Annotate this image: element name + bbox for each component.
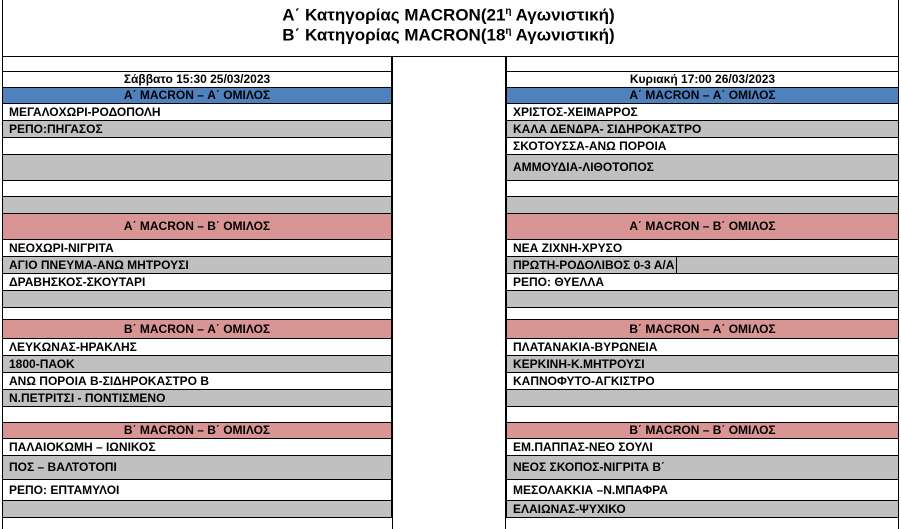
title-line-1-suffix: Αγωνιστική) — [511, 5, 615, 25]
left-row-text: ΠΟΣ – ΒΑΛΤΟΤΟΠΙ — [9, 460, 117, 474]
right-match-row — [506, 104, 899, 121]
right-row-text: ΠΛΑΤΑΝΑΚΙΑ-ΒΥΡΩΝΕΙΑ — [513, 340, 658, 354]
left-row-text: ΔΡΑΒΗΣΚΟΣ-ΣΚΟΥΤΑΡΙ — [9, 275, 146, 289]
right-row-text: Β΄ MACRON – Α΄ ΟΜΙΛΟΣ — [629, 322, 776, 336]
left-row-text: Α΄ MACRON – Α΄ ΟΜΙΛΟΣ — [123, 88, 271, 102]
right-row-text: ΑΜΜΟΥΔΙΑ-ΛΙΘΟΤΟΠΟΣ — [513, 160, 654, 174]
right-table-row — [506, 390, 899, 407]
left-table-row — [2, 308, 392, 320]
left-group-header — [2, 88, 392, 104]
title-line-1-prefix: Α΄ Κατηγορίας MACRON(21 — [282, 5, 506, 25]
right-group-header — [506, 320, 899, 339]
left-match-row — [2, 439, 392, 456]
title-line-2 — [0, 22, 897, 46]
middle-spacer-column — [392, 56, 506, 529]
left-row-text: 1800-ΠΑΟΚ — [9, 357, 75, 371]
left-match-row — [2, 257, 392, 274]
right-group-header — [506, 423, 899, 439]
left-row-text: Σάββατο 15:30 25/03/2023 — [123, 72, 271, 86]
right-date-header — [506, 72, 899, 88]
right-table-row — [506, 308, 899, 320]
title-line-2-prefix: Β΄ Κατηγορίας MACRON(18 — [282, 25, 506, 45]
right-group-header — [506, 214, 899, 240]
right-row-text: ΝΕΑ ΖΙΧΝΗ-ΧΡΥΣΟ — [513, 241, 623, 255]
left-row-text: ΛΕΥΚΩΝΑΣ-ΗΡΑΚΛΗΣ — [9, 340, 137, 354]
left-row-text: ΑΓΙΟ ΠΝΕΥΜΑ-ΑΝΩ ΜΗΤΡΟΥΣΙ — [9, 258, 189, 272]
right-match-row — [506, 439, 899, 456]
right-match-row — [506, 373, 899, 390]
right-table-row — [506, 291, 899, 308]
right-row-text: ΝΕΟΣ ΣΚΟΠΟΣ-ΝΙΓΡΙΤΑ Β΄ — [513, 460, 666, 474]
right-row-text: Β΄ MACRON – Β΄ ΟΜΙΛΟΣ — [629, 423, 776, 437]
left-row-text: ΝΕΟΧΩΡΙ-ΝΙΓΡΙΤΑ — [9, 241, 114, 255]
left-table-row — [2, 56, 392, 72]
left-match-row — [2, 456, 392, 480]
left-table-row — [2, 501, 392, 518]
left-row-text: Β΄ MACRON – Α΄ ΟΜΙΛΟΣ — [123, 322, 271, 336]
left-row-text: ΑΝΩ ΠΟΡΟΙΑ Β-ΣΙΔΗΡΟΚΑΣΤΡΟ Β — [9, 374, 209, 388]
left-row-text: Ν.ΠΕΤΡΙΤΣΙ - ΠΟΝΤΙΣΜΕΝΟ — [9, 391, 166, 405]
left-match-row — [2, 339, 392, 356]
right-row-text: ΕΜ.ΠΑΠΠΑΣ-ΝΕΟ ΣΟΥΛΙ — [513, 440, 653, 454]
right-match-row — [506, 480, 899, 501]
left-table-row — [2, 138, 392, 155]
right-match-row — [506, 274, 899, 291]
right-row-text: ΚΑΠΝΟΦΥΤΟ-ΑΓΚΙΣΤΡΟ — [513, 374, 655, 388]
title-line-2-sup: η — [505, 26, 512, 37]
right-row-text: ΡΕΠΟ: ΘΥΕΛΛΑ — [513, 275, 605, 289]
left-group-header — [2, 423, 392, 439]
right-match-row — [506, 121, 899, 138]
left-group-header — [2, 214, 392, 240]
left-row-text: ΜΕΓΑΛΟΧΩΡΙ-ΡΟΔΟΠΟΛΗ — [9, 105, 161, 119]
title-line-1-sup: η — [505, 6, 512, 17]
right-match-row — [506, 138, 899, 155]
right-row-text: Κυριακή 17:00 26/03/2023 — [629, 72, 776, 86]
saturday-schedule — [2, 56, 392, 518]
right-group-header — [506, 88, 899, 104]
right-match-row — [506, 240, 899, 257]
title-line-2-suffix: Αγωνιστική) — [511, 25, 615, 45]
right-table-row — [506, 407, 899, 423]
right-table-row — [506, 56, 899, 72]
right-row-text: Α΄ MACRON – Α΄ ΟΜΙΛΟΣ — [629, 88, 776, 102]
right-row-text: ΕΛΑΙΩΝΑΣ-ΨΥΧΙΚΟ — [513, 502, 626, 516]
right-row-text: ΜΕΣΟΛΑΚΚΙΑ –Ν.ΜΠΑΦΡΑ — [513, 483, 668, 497]
left-match-row — [2, 104, 392, 121]
right-match-row — [506, 155, 899, 181]
left-row-text: ΠΑΛΑΙΟΚΩΜΗ – ΙΩΝΙΚΟΣ — [9, 440, 156, 454]
right-match-row — [506, 257, 899, 274]
left-table-row — [2, 291, 392, 308]
left-match-row — [2, 390, 392, 407]
left-group-header — [2, 320, 392, 339]
left-table-row — [2, 197, 392, 214]
right-row-text: ΚΕΡΚΙΝΗ-Κ.ΜΗΤΡΟΥΣΙ — [513, 357, 645, 371]
right-table-row — [506, 197, 899, 214]
right-table-row — [506, 181, 899, 197]
right-row-text: ΣΚΟΤΟΥΣΣΑ-ΑΝΩ ΠΟΡΟΙΑ — [513, 139, 667, 153]
left-row-text: Β΄ MACRON – Β΄ ΟΜΙΛΟΣ — [123, 423, 271, 437]
left-match-row — [2, 373, 392, 390]
left-row-text: ΡΕΠΟ: ΕΠΤΑΜΥΛΟΙ — [9, 483, 120, 497]
left-date-header — [2, 72, 392, 88]
left-match-row — [2, 240, 392, 257]
right-match-row — [506, 456, 899, 480]
right-row-text: Α΄ MACRON – Β΄ ΟΜΙΛΟΣ — [629, 219, 776, 233]
right-match-row — [506, 356, 899, 373]
right-row-text: ΠΡΩΤΗ-ΡΟΔΟΛΙΒΟΣ 0-3 Α/Α — [513, 257, 677, 273]
right-match-row — [506, 501, 899, 518]
left-match-row — [2, 480, 392, 501]
left-match-row — [2, 274, 392, 291]
right-row-text: ΧΡΙΣΤΟΣ-ΧΕΙΜΑΡΡΟΣ — [513, 105, 638, 119]
left-row-text: Α΄ MACRON – Β΄ ΟΜΙΛΟΣ — [123, 219, 271, 233]
left-table-row — [2, 181, 392, 197]
left-match-row — [2, 356, 392, 373]
right-match-row — [506, 339, 899, 356]
left-row-text: ΡΕΠΟ:ΠΗΓΑΣΟΣ — [9, 122, 103, 136]
right-row-text: ΚΑΛΑ ΔΕΝΔΡΑ- ΣΙΔΗΡΟΚΑΣΤΡΟ — [513, 122, 702, 136]
left-match-row — [2, 121, 392, 138]
left-table-row — [2, 407, 392, 423]
left-table-row — [2, 155, 392, 181]
sunday-schedule — [506, 56, 899, 518]
